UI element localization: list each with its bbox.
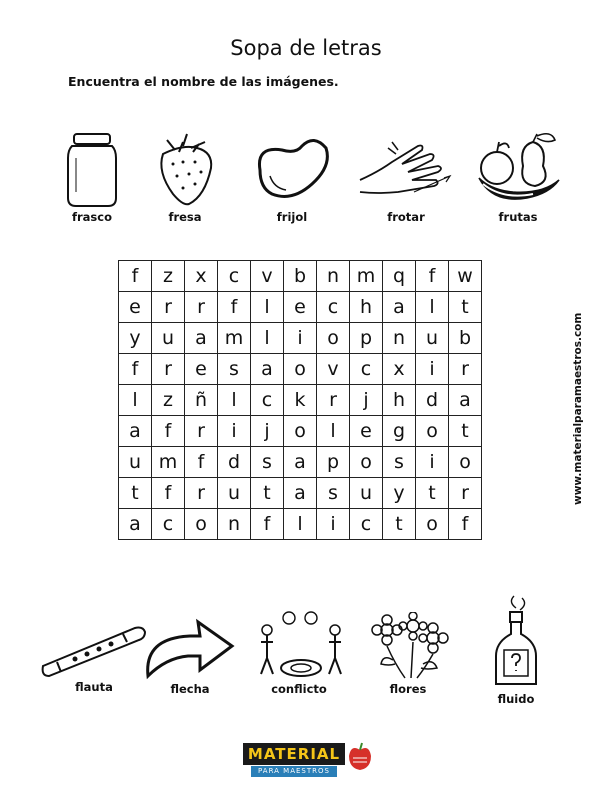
grid-cell: c <box>350 509 383 540</box>
grid-cell: o <box>185 509 218 540</box>
grid-cell: f <box>251 509 284 540</box>
grid-cell: i <box>284 323 317 354</box>
grid-row <box>119 354 482 385</box>
grid-cell: p <box>317 447 350 478</box>
picture-label: conflicto <box>271 682 327 696</box>
grid-row <box>119 292 482 323</box>
grid-cell: u <box>119 447 152 478</box>
grid-cell: r <box>317 385 350 416</box>
grid-cell: c <box>251 385 284 416</box>
grid-cell: c <box>317 292 350 323</box>
grid-cell: a <box>251 354 284 385</box>
grid-cell: t <box>449 416 482 447</box>
grid-cell: e <box>350 416 383 447</box>
page-title: Sopa de letras <box>230 36 382 60</box>
grid-cell: u <box>152 323 185 354</box>
rubbing-hands-icon <box>358 132 454 208</box>
grid-cell: r <box>152 292 185 323</box>
grid-cell: f <box>152 478 185 509</box>
grid-row <box>119 416 482 447</box>
grid-cell: s <box>317 478 350 509</box>
grid-cell: n <box>383 323 416 354</box>
picture-label: fluido <box>497 692 535 706</box>
grid-cell: l <box>416 292 449 323</box>
grid-row <box>119 478 482 509</box>
grid-cell: y <box>119 323 152 354</box>
grid-cell: u <box>350 478 383 509</box>
grid-cell: r <box>185 292 218 323</box>
grid-cell: z <box>152 261 185 292</box>
grid-cell: a <box>119 416 152 447</box>
grid-cell: l <box>284 509 317 540</box>
grid-cell: l <box>317 416 350 447</box>
material-para-maestros-logo <box>243 740 373 780</box>
grid-row <box>119 509 482 540</box>
flowers-icon <box>365 612 451 680</box>
grid-cell: i <box>416 447 449 478</box>
grid-cell: a <box>284 447 317 478</box>
grid-cell: o <box>416 416 449 447</box>
grid-cell: r <box>449 354 482 385</box>
instruction-text: Encuentra el nombre de las imágenes. <box>68 74 339 89</box>
picture-label: frasco <box>72 210 112 224</box>
picture-flecha <box>140 618 240 696</box>
grid-cell: m <box>218 323 251 354</box>
logo-sub-text: PARA MAESTROS <box>251 766 337 777</box>
picture-label: fresa <box>168 210 202 224</box>
grid-cell: l <box>119 385 152 416</box>
grid-cell: b <box>284 261 317 292</box>
grid-cell: o <box>416 509 449 540</box>
grid-cell: e <box>185 354 218 385</box>
grid-cell: x <box>383 354 416 385</box>
logo-main-text: MATERIAL <box>243 743 345 765</box>
grid-cell: t <box>251 478 284 509</box>
grid-cell: l <box>218 385 251 416</box>
grid-cell: d <box>218 447 251 478</box>
grid-row <box>119 261 482 292</box>
grid-cell: p <box>350 323 383 354</box>
grid-cell: l <box>251 292 284 323</box>
grid-row <box>119 447 482 478</box>
grid-cell: t <box>449 292 482 323</box>
grid-cell: n <box>317 261 350 292</box>
grid-cell: a <box>383 292 416 323</box>
picture-frotar <box>356 132 456 224</box>
grid-cell: n <box>218 509 251 540</box>
grid-cell: h <box>350 292 383 323</box>
grid-cell: l <box>251 323 284 354</box>
picture-label: flores <box>389 682 427 696</box>
grid-cell: o <box>449 447 482 478</box>
grid-cell: c <box>218 261 251 292</box>
grid-cell: z <box>152 385 185 416</box>
picture-label: flauta <box>75 680 113 694</box>
grid-cell: t <box>119 478 152 509</box>
grid-cell: u <box>218 478 251 509</box>
grid-cell: a <box>449 385 482 416</box>
grid-cell: f <box>416 261 449 292</box>
picture-frijol <box>242 132 342 224</box>
grid-cell: v <box>251 261 284 292</box>
grid-cell: s <box>383 447 416 478</box>
arrow-icon <box>142 618 238 680</box>
picture-conflicto <box>247 608 351 696</box>
grid-cell: r <box>152 354 185 385</box>
grid-cell: y <box>383 478 416 509</box>
grid-cell: g <box>383 416 416 447</box>
picture-label: frijol <box>276 210 308 224</box>
grid-cell: j <box>251 416 284 447</box>
grid-cell: a <box>119 509 152 540</box>
grid-cell: x <box>185 261 218 292</box>
grid-cell: c <box>152 509 185 540</box>
grid-cell: w <box>449 261 482 292</box>
bottle-icon <box>486 594 546 690</box>
grid-cell: r <box>185 416 218 447</box>
grid-cell: o <box>317 323 350 354</box>
grid-row <box>119 385 482 416</box>
grid-cell: ñ <box>185 385 218 416</box>
grid-cell: b <box>449 323 482 354</box>
grid-cell: m <box>152 447 185 478</box>
picture-label: frutas <box>498 210 538 224</box>
grid-cell: f <box>152 416 185 447</box>
grid-cell: q <box>383 261 416 292</box>
grid-cell: f <box>119 354 152 385</box>
picture-frasco <box>42 132 142 224</box>
grid-cell: o <box>284 354 317 385</box>
grid-cell: v <box>317 354 350 385</box>
grid-cell: u <box>416 323 449 354</box>
grid-cell: o <box>350 447 383 478</box>
grid-cell: e <box>119 292 152 323</box>
grid-cell: f <box>185 447 218 478</box>
flute-icon <box>39 618 149 678</box>
grid-cell: t <box>416 478 449 509</box>
picture-fluido <box>466 594 566 706</box>
grid-cell: d <box>416 385 449 416</box>
picture-label: flecha <box>170 682 210 696</box>
grid-cell: i <box>218 416 251 447</box>
website-url: www.materialparamaestros.com <box>572 312 584 505</box>
grid-cell: s <box>218 354 251 385</box>
grid-cell: e <box>284 292 317 323</box>
bean-icon <box>252 132 332 208</box>
picture-label: frotar <box>387 210 425 224</box>
picture-fresa <box>135 132 235 224</box>
grid-cell: a <box>284 478 317 509</box>
grid-cell: t <box>383 509 416 540</box>
grid-cell: f <box>449 509 482 540</box>
grid-cell: i <box>416 354 449 385</box>
strawberry-icon <box>153 132 217 208</box>
grid-cell: r <box>185 478 218 509</box>
fruits-icon <box>473 132 563 208</box>
grid-cell: i <box>317 509 350 540</box>
grid-cell: f <box>218 292 251 323</box>
grid-cell: a <box>185 323 218 354</box>
grid-row <box>119 323 482 354</box>
grid-cell: k <box>284 385 317 416</box>
jar-icon <box>62 132 122 208</box>
grid-cell: j <box>350 385 383 416</box>
grid-cell: f <box>119 261 152 292</box>
picture-flores <box>358 612 458 696</box>
grid-cell: c <box>350 354 383 385</box>
grid-cell: r <box>449 478 482 509</box>
picture-frutas <box>468 132 568 224</box>
grid-cell: h <box>383 385 416 416</box>
conflict-icon <box>249 608 349 680</box>
grid-cell: o <box>284 416 317 447</box>
grid-cell: s <box>251 447 284 478</box>
word-search-grid <box>118 260 482 540</box>
apple-icon <box>347 742 373 772</box>
grid-cell: m <box>350 261 383 292</box>
